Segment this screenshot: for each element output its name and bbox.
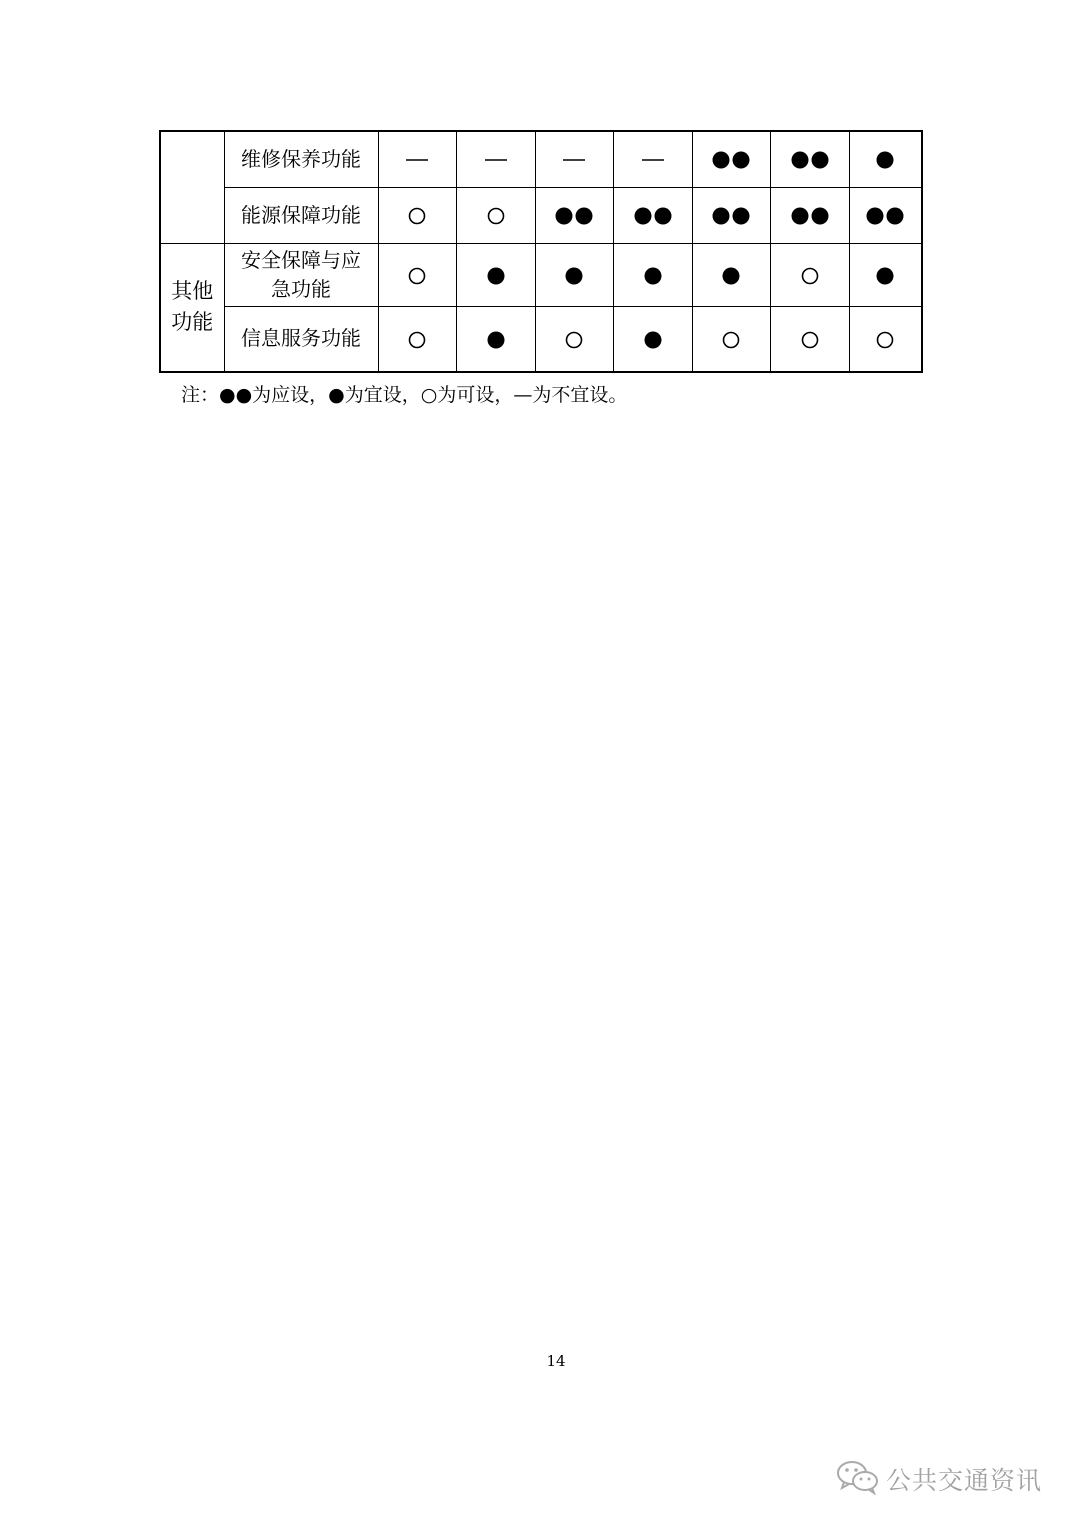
mark-cell [378, 131, 456, 187]
mark-cell [849, 306, 922, 372]
table-row [160, 306, 922, 372]
mark-cell [613, 243, 692, 306]
function-table-container [159, 130, 923, 373]
dash-icon [484, 150, 508, 172]
double-filled-dot-icon [790, 150, 830, 172]
mark-cell [692, 131, 770, 187]
wechat-icon [836, 1459, 880, 1499]
row-name-cell: 维修保养功能 [224, 131, 378, 187]
page-number: 14 [546, 1352, 566, 1370]
hollow-circle-icon [875, 330, 895, 352]
double-filled-dot-icon [711, 206, 751, 228]
mark-cell [692, 306, 770, 372]
hollow-circle-icon [407, 330, 427, 352]
mark-cell [692, 243, 770, 306]
filled-dot-icon [486, 330, 506, 352]
mark-cell [613, 306, 692, 372]
double-filled-dot-icon [711, 150, 751, 172]
double-filled-dot-icon [790, 206, 830, 228]
mark-cell [456, 243, 535, 306]
hollow-circle-icon [564, 330, 584, 352]
double-filled-dot-icon [633, 206, 673, 228]
table-row [160, 243, 922, 306]
filled-dot-icon [875, 150, 895, 172]
dash-icon [562, 150, 586, 172]
filled-dot-icon [643, 330, 663, 352]
table-row [160, 187, 922, 243]
hollow-circle-icon [407, 206, 427, 228]
mark-cell [535, 243, 613, 306]
filled-dot-icon [564, 266, 584, 288]
filled-dot-icon [643, 266, 663, 288]
row-name-cell: 信息服务功能 [224, 306, 378, 372]
group-cell-blank [160, 131, 224, 243]
filled-dot-icon [875, 266, 895, 288]
mark-cell [535, 187, 613, 243]
mark-cell [378, 187, 456, 243]
hollow-circle-icon [721, 330, 741, 352]
row-name-cell: 安全保障与应 急功能 [224, 243, 378, 306]
function-table [159, 130, 923, 373]
hollow-circle-icon [407, 266, 427, 288]
mark-cell [613, 131, 692, 187]
mark-cell [770, 243, 849, 306]
double-filled-dot-icon [865, 206, 905, 228]
mark-cell [456, 187, 535, 243]
mark-cell [378, 243, 456, 306]
group-cell-other-functions: 其他 功能 [160, 243, 224, 372]
dash-icon [641, 150, 665, 172]
mark-cell [456, 306, 535, 372]
dash-icon [405, 150, 429, 172]
mark-cell [770, 187, 849, 243]
mark-cell [535, 131, 613, 187]
mark-cell [378, 306, 456, 372]
mark-cell [613, 187, 692, 243]
mark-cell [849, 243, 922, 306]
row-name-cell: 能源保障功能 [224, 187, 378, 243]
mark-cell [456, 131, 535, 187]
table-row [160, 131, 922, 187]
mark-cell [849, 131, 922, 187]
mark-cell [770, 306, 849, 372]
mark-cell [535, 306, 613, 372]
mark-cell [849, 187, 922, 243]
hollow-circle-icon [800, 266, 820, 288]
table-note: 注：●●为应设，●为宜设，○为可设，—为不宜设。 [181, 384, 628, 406]
mark-cell [692, 187, 770, 243]
mark-cell [770, 131, 849, 187]
filled-dot-icon [486, 266, 506, 288]
watermark [836, 1459, 1042, 1499]
watermark-text: 公共交通资讯 [886, 1466, 1043, 1495]
hollow-circle-icon [486, 206, 506, 228]
hollow-circle-icon [800, 330, 820, 352]
double-filled-dot-icon [554, 206, 594, 228]
filled-dot-icon [721, 266, 741, 288]
